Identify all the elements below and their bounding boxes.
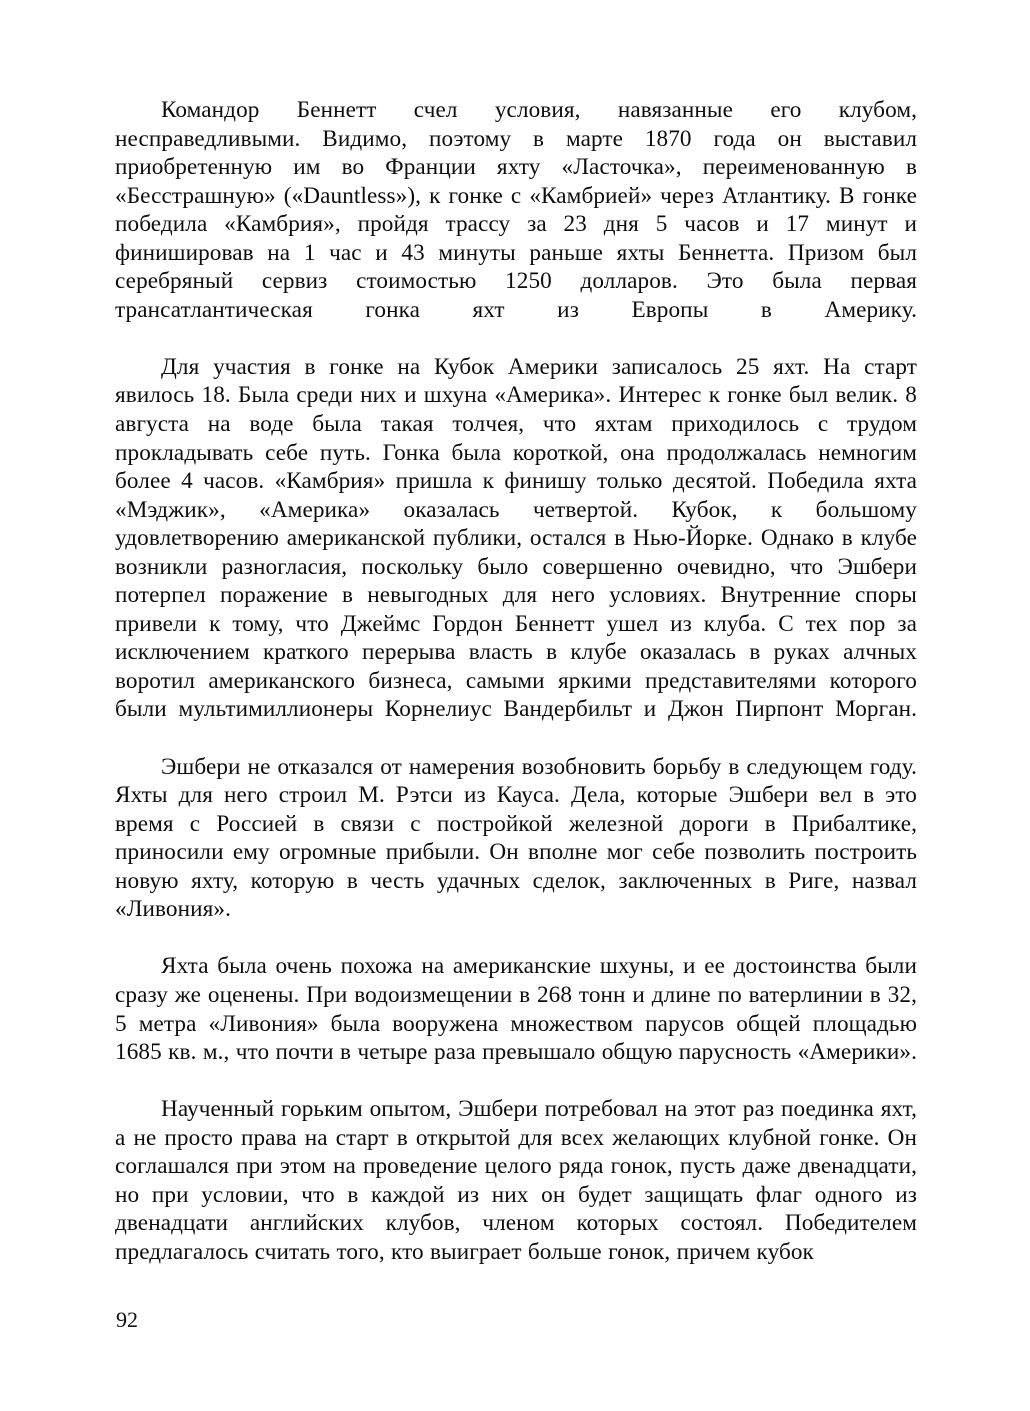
body-paragraph: Для участия в гонке на Кубок Америки записалось 25 яхт. На старт явилось 18. Была среди них и шхуна «Америка». Интерес к гонке был велик. 8 августа на воде была такая толчея, что яхтам приходилось с трудом прокладывать себе путь. Гонка была короткой, она продолжалась немногим более 4 часов. «Камбрия» пришла к финишу только десятой. Победила яхта «Мэджик», «Америка» оказалась четвертой. Кубок, к большому удовлетворению американской публики, остался в Нью-Йорке. Однако в клубе возникли разногласия, поскольку было совершенно очевидно, что Эшбери потерпел поражение в невыгодных для него условиях. Внутренние споры привели к тому, что Джеймс Гордон Беннетт ушел из клуба. С тех пор за исключением краткого перерыва власть в клубе оказалась в руках алчных воротил американского бизнеса, самыми яркими представителями которого были мультимиллионеры Корнелиус Вандербильт и Джон Пирпонт Морган.: [115, 353, 917, 723]
body-paragraph: Эшбери не отказался от намерения возобновить борьбу в следующем году. Яхты для него строил М. Рэтси из Кауса. Дела, которые Эшбери вел в это время с Россией в связи с постройкой железной дороги в Прибалтике, приносили ему огромные прибыли. Он вполне мог себе позволить построить новую яхту, которую в честь удачных сделок, заключенных в Риге, назвал «Ливония».: [115, 753, 917, 923]
body-paragraph: Командор Беннетт счел условия, навязанные его клубом, несправедливыми. Видимо, поэтому в марте 1870 года он выставил приобретенную им во Франции яхту «Ласточка», переименованную в «Бесстрашную» («Dauntless»), к гонке с «Камбрией» через Атлантику. В гонке победила «Камбрия», пройдя трассу за 23 дня 5 часов и 17 минут и финишировав на 1 час и 43 минуты раньше яхты Беннетта. Призом был серебряный сервиз стоимостью 1250 долларов. Это была первая трансатлантическая гонка яхт из Европы в Америку.: [115, 97, 917, 323]
body-paragraph: Яхта была очень похожа на американские шхуны, и ее достоинства были сразу же оценены. При водоизмещении в 268 тонн и длине по ватерлинии в 32, 5 метра «Ливония» была вооружена множеством парусов общей площадью 1685 кв. м., что почти в четыре раза превышало общую парусность «Америки».: [115, 953, 917, 1066]
page-number: 92: [116, 1307, 138, 1332]
body-paragraph-continued: Наученный горьким опытом, Эшбери потребовал на этот раз поединка яхт, а не просто права на старт в открытой для всех желающих клубной гонке. Он соглашался при этом на проведение целого ряда гонок, пусть даже двенадцати, но при условии, что в каждой из них он будет защищать флаг одного из двенадцати английских клубов, членом которых состоял. Победителем предлагалось считать того, кто выиграет больше гонок, причем кубок: [115, 1096, 917, 1265]
text-column: [115, 96, 917, 1266]
